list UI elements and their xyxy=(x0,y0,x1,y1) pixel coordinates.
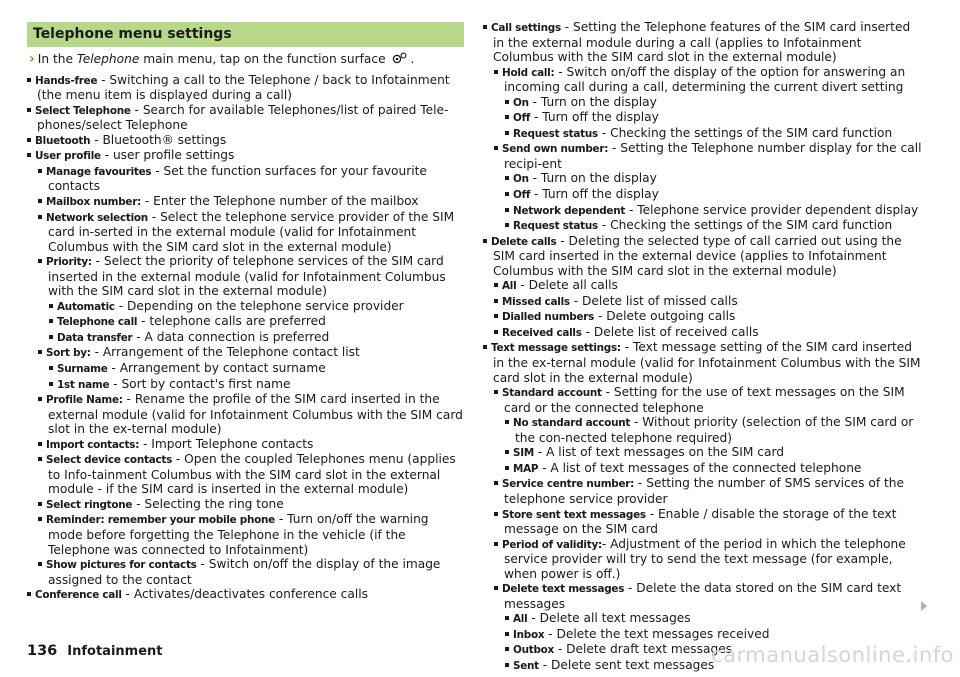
menu-item-level-1 xyxy=(27,73,464,103)
square-bullet-icon xyxy=(483,239,487,243)
square-bullet-icon xyxy=(38,397,42,401)
menu-item-term: Conference call xyxy=(35,589,122,602)
page-footer xyxy=(27,643,163,659)
square-bullet-icon xyxy=(494,314,498,318)
menu-item-level-3 xyxy=(483,415,923,445)
square-bullet-icon xyxy=(505,176,509,180)
square-bullet-icon xyxy=(494,330,498,334)
menu-item-description: - Without priority (selection of the SIM card or the con-nected telephone required) xyxy=(515,415,914,445)
intro-prefix: In the xyxy=(37,52,73,66)
menu-item-term: Reminder: remember your mobile phone xyxy=(46,514,275,527)
menu-item-level-3 xyxy=(483,95,923,111)
square-bullet-icon xyxy=(483,25,487,29)
menu-item-description: - Adjustment of the period in which the telephone service provider will try to send the text message (for example, when power is off.) xyxy=(504,536,906,581)
menu-item-level-2 xyxy=(483,278,923,294)
menu-item-level-2 xyxy=(27,452,464,497)
menu-item-term: Off xyxy=(513,112,531,125)
menu-item-level-1 xyxy=(27,148,464,164)
menu-item-level-3 xyxy=(483,110,923,126)
menu-item-level-2 xyxy=(483,294,923,310)
menu-item-level-2 xyxy=(483,65,923,95)
right-settings-list xyxy=(483,20,923,674)
menu-item-level-2 xyxy=(483,141,923,171)
menu-item-description: - Setting for the use of text messages on the SIM card or the connected telephone xyxy=(504,385,905,415)
menu-item-level-2 xyxy=(483,476,923,506)
menu-item-description: - Telephone service provider dependent display xyxy=(625,202,919,217)
menu-item-description: - Turn off the display xyxy=(530,187,659,202)
menu-item-description: - Rename the profile of the SIM card inserted in the external module (valid for Infotainment Columbus with the SIM card slot in the ex-ternal module) xyxy=(48,392,463,437)
menu-item-level-2 xyxy=(27,194,464,210)
square-bullet-icon xyxy=(483,345,487,349)
menu-item-term: Import contacts: xyxy=(46,438,140,451)
intro-end: . xyxy=(410,52,415,66)
menu-item-term: Network selection xyxy=(46,211,148,224)
intro-paragraph xyxy=(27,52,464,67)
square-bullet-icon xyxy=(49,304,53,308)
square-bullet-icon xyxy=(49,366,53,370)
square-bullet-icon xyxy=(27,108,31,112)
menu-item-level-2 xyxy=(27,164,464,194)
menu-item-term: On xyxy=(513,96,529,109)
menu-item-level-2 xyxy=(27,512,464,557)
menu-item-term: Service centre number: xyxy=(502,478,635,491)
square-bullet-icon xyxy=(505,100,509,104)
menu-item-description: - Checking the settings of the SIM card function xyxy=(597,218,893,233)
menu-item-description: - Search for available Telephones/list of paired Tele-phones/select Telephone xyxy=(37,102,449,133)
menu-item-description: - Delete the text messages received xyxy=(544,626,770,641)
menu-item-term: MAP xyxy=(513,462,539,475)
menu-item-description: - Enable / disable the storage of the text message on the SIM card xyxy=(504,506,897,537)
menu-item-term: Profile Name: xyxy=(46,394,123,407)
menu-item-term: Received calls xyxy=(502,326,582,339)
menu-item-description: - A list of text messages of the connected telephone xyxy=(538,460,862,475)
menu-item-level-3 xyxy=(483,461,923,477)
menu-item-level-2 xyxy=(27,392,464,437)
menu-item-term: Period of validity: xyxy=(502,538,602,551)
square-bullet-icon xyxy=(38,259,42,263)
intro-menu-name: Telephone xyxy=(76,52,140,66)
menu-item-description: - Depending on the telephone service provider xyxy=(114,298,404,313)
square-bullet-icon xyxy=(49,335,53,339)
menu-item-description: - Turn on the display xyxy=(528,94,657,109)
menu-item-term: Automatic xyxy=(57,300,115,313)
menu-item-term: Call settings xyxy=(491,22,561,34)
menu-item-description: - Delete all calls xyxy=(516,278,618,293)
menu-item-term: All xyxy=(513,613,528,626)
square-bullet-icon xyxy=(505,663,509,667)
menu-item-description: - Delete the data stored on the SIM card text messages xyxy=(504,581,902,611)
menu-item-level-3 xyxy=(483,187,923,203)
menu-item-level-2 xyxy=(27,345,464,361)
intro-text: main menu, tap on the function surface xyxy=(143,52,386,66)
square-bullet-icon xyxy=(505,647,509,651)
menu-item-level-2 xyxy=(27,210,464,255)
square-bullet-icon xyxy=(505,616,509,620)
left-settings-list xyxy=(27,73,464,603)
square-bullet-icon xyxy=(38,215,42,219)
menu-item-level-1 xyxy=(483,340,923,385)
menu-item-level-3 xyxy=(27,361,464,377)
square-bullet-icon xyxy=(494,586,498,590)
menu-item-description: - Turn on the display xyxy=(528,171,657,186)
menu-item-description: - Import Telephone contacts xyxy=(139,436,314,451)
square-bullet-icon xyxy=(38,442,42,446)
square-bullet-icon xyxy=(27,78,31,82)
square-bullet-icon xyxy=(27,592,31,596)
menu-item-term: Delete text messages xyxy=(502,583,625,596)
menu-item-level-3 xyxy=(483,126,923,142)
menu-item-description: - telephone calls are preferred xyxy=(137,314,326,329)
page-number: 136 xyxy=(27,643,58,659)
square-bullet-icon xyxy=(38,199,42,203)
menu-item-level-1 xyxy=(27,103,464,133)
square-bullet-icon xyxy=(27,138,31,142)
square-bullet-icon xyxy=(494,512,498,516)
menu-item-level-1 xyxy=(483,20,923,65)
square-bullet-icon xyxy=(505,632,509,636)
menu-item-term: Select Telephone xyxy=(35,104,131,117)
menu-item-description: - Delete sent text messages xyxy=(538,657,715,672)
menu-item-level-2 xyxy=(27,254,464,299)
square-bullet-icon xyxy=(505,450,509,454)
square-bullet-icon xyxy=(49,319,53,323)
gear-settings-icon xyxy=(391,52,408,65)
square-bullet-icon xyxy=(505,192,509,196)
square-bullet-icon xyxy=(505,208,509,212)
menu-item-description: - Arrangement of the Telephone contact list xyxy=(90,345,360,360)
menu-item-level-3 xyxy=(483,611,923,627)
menu-item-level-3 xyxy=(483,203,923,219)
menu-item-level-2 xyxy=(483,385,923,415)
menu-item-description: - A list of text messages on the SIM card xyxy=(533,445,784,460)
menu-item-description: - Delete outgoing calls xyxy=(594,309,736,324)
menu-item-term: Telephone call xyxy=(57,316,138,329)
menu-item-term: Request status xyxy=(513,220,598,233)
left-column xyxy=(27,22,464,603)
menu-item-term: Inbox xyxy=(513,628,545,641)
menu-item-term: Delete calls xyxy=(491,235,557,248)
menu-item-level-3 xyxy=(27,377,464,393)
menu-item-term: Select ringtone xyxy=(46,498,133,511)
section-title: Telephone menu settings xyxy=(27,22,464,47)
menu-item-description: - Checking the settings of the SIM card function xyxy=(597,125,893,140)
square-bullet-icon xyxy=(38,457,42,461)
menu-item-level-3 xyxy=(483,627,923,643)
menu-item-description: - Turn off the display xyxy=(530,110,659,125)
menu-item-level-2 xyxy=(27,437,464,453)
menu-item-description: - Bluetooth® settings xyxy=(90,132,227,147)
menu-item-level-1 xyxy=(27,133,464,149)
square-bullet-icon xyxy=(494,481,498,485)
menu-item-level-3 xyxy=(27,299,464,315)
menu-item-term: Hold call: xyxy=(502,66,555,79)
menu-item-term: Off xyxy=(513,189,531,202)
square-bullet-icon xyxy=(494,70,498,74)
menu-item-term: Hands-free xyxy=(35,74,98,87)
menu-item-term: 1st name xyxy=(57,378,110,391)
menu-item-term: Standard account xyxy=(502,387,602,400)
menu-item-description: - Enter the Telephone number of the mailbox xyxy=(141,193,419,208)
menu-item-description: - Text message setting of the SIM card inserted in the ex-ternal module (valid for Infotainment Columbus with the SIM card slot in the external module) xyxy=(493,340,921,385)
menu-item-description: - Arrangement by contact surname xyxy=(107,360,326,375)
square-bullet-icon xyxy=(38,502,42,506)
square-bullet-icon xyxy=(494,283,498,287)
square-bullet-icon xyxy=(38,169,42,173)
menu-item-description: - Switching a call to the Telephone / back to Infotainment (the menu item is displayed during a call) xyxy=(37,72,450,103)
menu-item-level-2 xyxy=(483,325,923,341)
right-column xyxy=(483,20,923,674)
square-bullet-icon xyxy=(494,146,498,150)
menu-item-term: Data transfer xyxy=(57,331,133,344)
menu-item-description: - Setting the Telephone number display for the call recipi-ent xyxy=(504,141,922,171)
menu-item-term: Request status xyxy=(513,127,598,140)
menu-item-term: Sort by: xyxy=(46,347,91,360)
menu-item-term: SIM xyxy=(513,447,534,460)
square-bullet-icon xyxy=(505,420,509,424)
menu-item-description: - Activates/deactivates conference calls xyxy=(121,587,368,602)
square-bullet-icon xyxy=(494,299,498,303)
menu-item-term: Dialled numbers xyxy=(502,311,595,324)
menu-item-description: - user profile settings xyxy=(100,148,235,163)
menu-item-term: No standard account xyxy=(513,417,631,430)
menu-item-level-2 xyxy=(483,309,923,325)
continue-triangle-right-icon xyxy=(921,601,927,611)
square-bullet-icon xyxy=(505,131,509,135)
menu-item-description: - Switch on/off the display of the option for answering an incoming call during a call, determining the current divert setting xyxy=(504,64,906,95)
square-bullet-icon xyxy=(38,562,42,566)
menu-item-level-1 xyxy=(27,587,464,603)
menu-item-description: - Deleting the selected type of call carried out using the SIM card inserted in the external device (applies to Infotainment Columbus with the SIM card slot in the external module) xyxy=(493,233,902,278)
square-bullet-icon xyxy=(27,153,31,157)
square-bullet-icon xyxy=(494,542,498,546)
square-bullet-icon xyxy=(505,115,509,119)
menu-item-description: - Selecting the ring tone xyxy=(132,496,284,511)
watermark: carmanualsonline.info xyxy=(711,643,954,667)
menu-item-description: - Set the function surfaces for your favourite contacts xyxy=(48,163,427,194)
menu-item-term: Outbox xyxy=(513,644,554,657)
menu-item-term: Bluetooth xyxy=(35,134,91,147)
menu-item-term: User profile xyxy=(35,150,101,163)
menu-item-level-2 xyxy=(27,557,464,587)
menu-item-description: - Delete draft text messages xyxy=(553,642,733,657)
menu-item-term: Surname xyxy=(57,362,108,375)
menu-item-description: - Sort by contact's first name xyxy=(109,376,291,391)
menu-item-level-3 xyxy=(27,330,464,346)
menu-item-description: - Switch on/off the display of the image assigned to the contact xyxy=(48,557,441,587)
menu-item-term: Send own number: xyxy=(502,143,609,156)
menu-item-description: - Select the telephone service provider of the SIM card in-serted in the external module (valid for Infotainment Columbus with the SIM card slot in the external module) xyxy=(48,209,455,254)
menu-item-term: Missed calls xyxy=(502,295,570,308)
square-bullet-icon xyxy=(38,517,42,521)
menu-item-description: - Delete list of missed calls xyxy=(569,293,738,308)
square-bullet-icon xyxy=(505,466,509,470)
menu-item-term: Mailbox number: xyxy=(46,195,142,208)
menu-item-term: Network dependent xyxy=(513,204,626,217)
menu-item-description: - Select the priority of telephone services of the SIM card inserted in the external module (valid for Infotainment Columbus with the SIM card slot in the external module) xyxy=(48,254,446,299)
menu-item-level-3 xyxy=(483,218,923,234)
menu-item-level-2 xyxy=(27,497,464,513)
square-bullet-icon xyxy=(505,223,509,227)
menu-item-term: Sent xyxy=(513,659,539,672)
menu-item-term: Text message settings: xyxy=(491,342,621,355)
menu-item-description: - Open the coupled Telephones menu (applies to Info-tainment Columbus with the SIM card slot in the external module - if the SIM card is inserted in the external module) xyxy=(48,452,456,497)
menu-item-term: Select device contacts xyxy=(46,454,173,467)
square-bullet-icon xyxy=(49,382,53,386)
menu-item-term: On xyxy=(513,173,529,186)
menu-item-level-1 xyxy=(483,234,923,279)
menu-item-level-2 xyxy=(483,537,923,582)
square-bullet-icon xyxy=(494,390,498,394)
menu-item-term: All xyxy=(502,280,517,293)
chevron-right-icon: › xyxy=(29,51,35,67)
menu-item-description: - Setting the number of SMS services of the telephone service provider xyxy=(504,476,905,506)
menu-item-term: Priority: xyxy=(46,256,92,269)
menu-item-level-3 xyxy=(27,314,464,330)
menu-item-level-2 xyxy=(483,581,923,611)
menu-item-term: Store sent text messages xyxy=(502,508,646,521)
square-bullet-icon xyxy=(38,350,42,354)
menu-item-description: - Turn on/off the warning mode before forgetting the Telephone in the vehicle (if the Telephone was connected to Infotainment) xyxy=(48,512,429,557)
menu-item-description: - Delete list of received calls xyxy=(581,324,759,339)
menu-item-description: - Setting the Telephone features of the SIM card inserted in the external module during a call (applies to Infotainment Columbus with the SIM card slot in the external module) xyxy=(493,20,911,65)
menu-item-level-2 xyxy=(483,507,923,537)
menu-item-term: Manage favourites xyxy=(46,165,152,178)
menu-item-description: - A data connection is preferred xyxy=(132,329,330,344)
menu-item-level-3 xyxy=(483,445,923,461)
menu-item-term: Show pictures for contacts xyxy=(46,559,197,572)
section-name: Infotainment xyxy=(67,644,163,659)
menu-item-description: - Delete all text messages xyxy=(527,611,691,626)
menu-item-level-3 xyxy=(483,171,923,187)
